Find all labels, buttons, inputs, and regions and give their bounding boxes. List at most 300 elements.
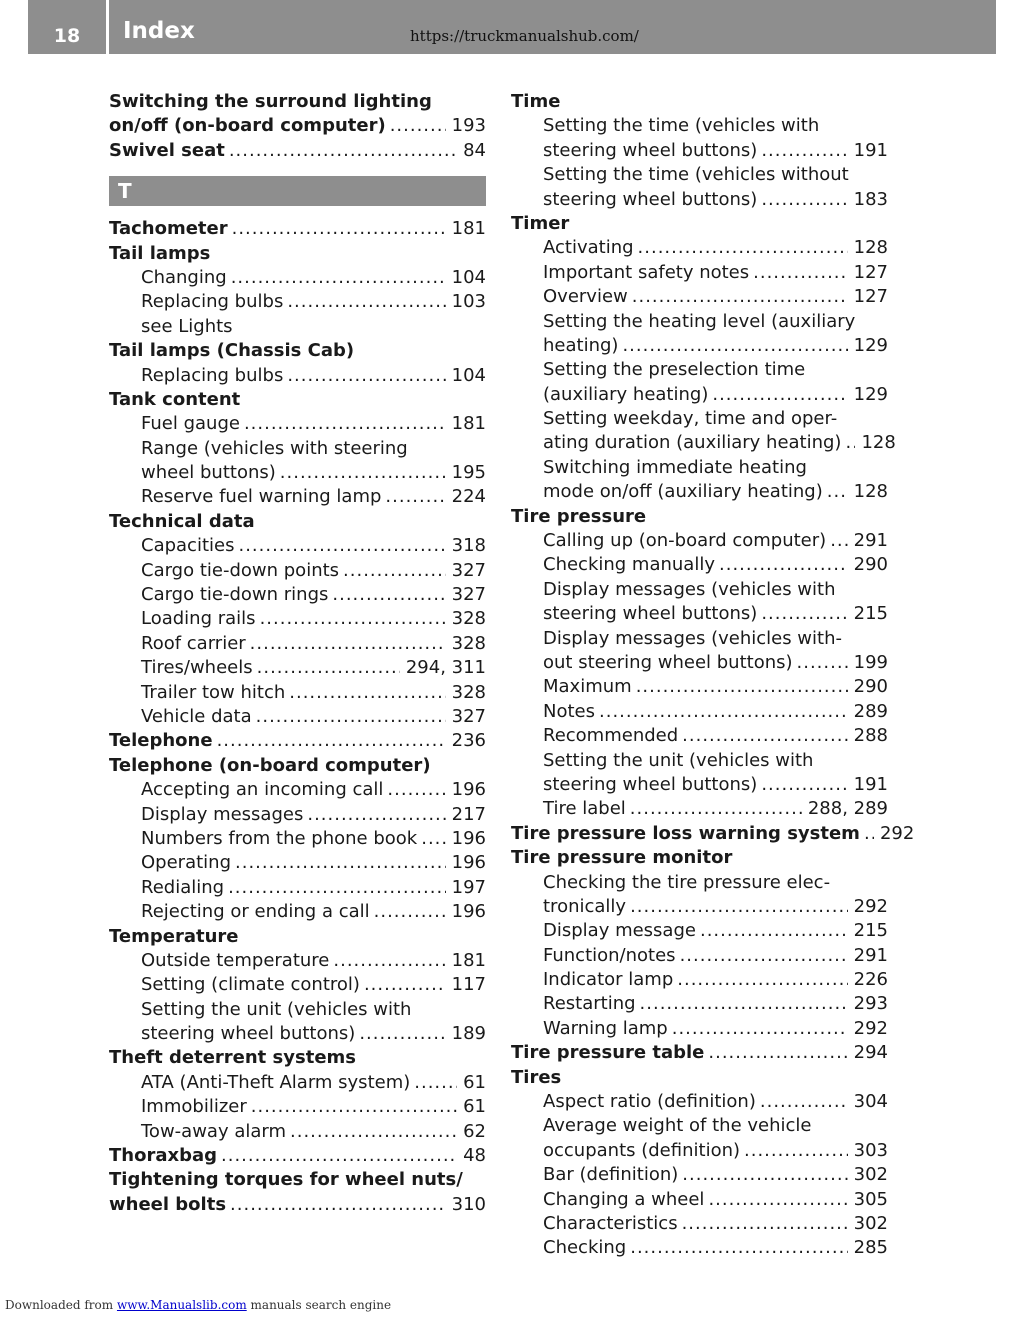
index-subentry xyxy=(511,358,888,382)
entry-label: Changing xyxy=(141,266,227,288)
entry-label: Vehicle data xyxy=(141,705,252,727)
dot-leader xyxy=(256,705,446,729)
entry-page-number: 128 xyxy=(853,481,888,503)
entry-label: tronically xyxy=(543,895,627,917)
dot-leader xyxy=(830,529,847,553)
entry-label: Important safety notes xyxy=(543,261,750,283)
left-entries xyxy=(109,217,486,1217)
entry-page-number: 328 xyxy=(451,632,486,654)
entry-heading: Temperature xyxy=(109,925,239,947)
entry-heading: Timer xyxy=(511,212,570,234)
dot-leader xyxy=(414,1071,457,1095)
index-subentry xyxy=(511,139,888,163)
entry-page-number: 183 xyxy=(853,188,888,210)
index-entry xyxy=(511,90,888,114)
index-subentry xyxy=(109,778,486,802)
entry-label: Tire label xyxy=(543,798,626,820)
entry-label: Cargo tie-down points xyxy=(141,559,340,581)
entry-label: Replacing bulbs xyxy=(141,364,284,386)
entry-page-number: 291 xyxy=(853,944,888,966)
entry-page-number: 181 xyxy=(451,413,486,435)
entry-page-number: 292 xyxy=(879,822,915,844)
entry-page-number: 302 xyxy=(853,1164,888,1186)
entry-heading: Setting the time (vehicles without xyxy=(543,164,849,186)
index-subentry xyxy=(511,968,888,992)
index-subentry xyxy=(109,998,486,1022)
index-subentry xyxy=(511,310,888,334)
index-subentry xyxy=(511,1188,888,1212)
entry-page-number: 288, 289 xyxy=(807,798,888,820)
entry-label: Thoraxbag xyxy=(109,1145,218,1167)
entry-page-number: 189 xyxy=(451,1023,486,1045)
entry-page-number: 199 xyxy=(853,651,888,673)
entry-heading: Display messages (vehicles with xyxy=(543,578,836,600)
dot-leader xyxy=(680,944,848,968)
entry-label: Telephone xyxy=(109,730,213,752)
entry-page-number: 196 xyxy=(451,852,486,874)
entry-label: Tow-away alarm xyxy=(141,1120,287,1142)
entry-page-number: 62 xyxy=(463,1120,486,1142)
entry-label: Replacing bulbs xyxy=(141,291,284,313)
index-subentry xyxy=(511,578,888,602)
index-subentry xyxy=(109,559,486,583)
dot-leader xyxy=(712,383,847,407)
dot-leader xyxy=(719,553,848,577)
index-subentry xyxy=(511,407,888,431)
dot-leader xyxy=(290,1120,457,1144)
entry-page-number: 84 xyxy=(463,139,486,161)
footer-link[interactable]: www.Manualslib.com xyxy=(116,1298,247,1312)
dot-leader xyxy=(221,1144,457,1168)
entry-label: Notes xyxy=(543,700,595,722)
index-subentry xyxy=(511,163,888,187)
entry-heading: Switching the surround lighting xyxy=(109,91,432,112)
index-entry xyxy=(511,846,888,870)
dot-leader xyxy=(238,534,445,558)
index-subentry xyxy=(511,431,896,455)
index-subentry xyxy=(109,266,486,290)
index-entry xyxy=(109,925,486,949)
dot-leader xyxy=(622,334,847,358)
index-column-left xyxy=(109,90,486,1217)
entry-heading: Tires xyxy=(511,1066,562,1088)
index-subentry xyxy=(109,583,486,607)
dot-leader xyxy=(359,1022,445,1046)
entry-page-number: 328 xyxy=(451,681,486,703)
entry-label: Immobilizer xyxy=(141,1096,247,1118)
entry-label: Reserve fuel warning lamp xyxy=(141,486,382,508)
entry-label: ating duration (auxiliary heating) xyxy=(543,432,842,454)
index-entry xyxy=(109,114,486,138)
index-entry xyxy=(109,1046,486,1070)
index-subentry xyxy=(511,773,888,797)
index-entry xyxy=(109,242,486,266)
entry-label: Restarting xyxy=(543,993,636,1015)
entry-page-number: 103 xyxy=(451,291,486,313)
index-subentry xyxy=(511,553,888,577)
index-subentry xyxy=(511,334,888,358)
entry-page-number: 294, 311 xyxy=(405,657,486,679)
index-subentry xyxy=(109,949,486,973)
entry-page-number: 293 xyxy=(853,993,888,1015)
dot-leader xyxy=(682,724,847,748)
index-subentry xyxy=(511,1017,888,1041)
index-subentry xyxy=(511,1139,888,1163)
dot-leader xyxy=(217,729,446,753)
index-entry xyxy=(109,339,486,363)
index-subentry xyxy=(511,627,888,651)
entry-heading: Setting the time (vehicles with xyxy=(543,115,820,137)
footer-prefix: Downloaded from xyxy=(5,1298,114,1312)
dot-leader xyxy=(682,1212,848,1236)
entry-label: heating) xyxy=(543,334,619,356)
entry-page-number: 196 xyxy=(451,827,486,849)
dot-leader xyxy=(421,827,445,851)
index-subentry xyxy=(109,607,486,631)
index-subentry xyxy=(109,412,486,436)
entry-label: Aspect ratio (definition) xyxy=(543,1091,756,1113)
entry-label: steering wheel buttons) xyxy=(543,139,758,161)
entry-heading: Tail lamps xyxy=(109,242,211,264)
entry-page-number: 215 xyxy=(853,920,888,942)
entry-page-number: 191 xyxy=(853,139,888,161)
dot-leader xyxy=(827,480,848,504)
entry-page-number: 224 xyxy=(451,486,486,508)
footer-suffix: manuals search engine xyxy=(250,1298,392,1312)
dot-leader xyxy=(289,681,445,705)
entry-page-number: 128 xyxy=(853,237,888,259)
index-subentry xyxy=(109,900,486,924)
entry-label: Indicator lamp xyxy=(543,969,674,991)
dot-leader xyxy=(708,1188,847,1212)
entry-label: Trailer tow hitch xyxy=(141,681,286,703)
index-subentry xyxy=(511,383,888,407)
entry-label: Display messages xyxy=(141,803,304,825)
entry-page-number: 127 xyxy=(853,286,888,308)
index-entry xyxy=(109,388,486,412)
entry-label: Swivel seat xyxy=(109,139,225,161)
entry-label: Activating xyxy=(543,237,634,259)
dot-leader xyxy=(672,1017,848,1041)
entry-heading: Display messages (vehicles with- xyxy=(543,627,842,649)
entry-label: Cargo tie-down rings xyxy=(141,584,329,606)
entry-page-number: 197 xyxy=(451,876,486,898)
entry-page-number: 117 xyxy=(451,974,486,996)
dot-leader xyxy=(390,114,446,138)
index-subentry xyxy=(511,797,888,821)
entry-page-number: 61 xyxy=(463,1096,486,1118)
index-entry xyxy=(511,505,888,529)
entry-page-number: 318 xyxy=(451,535,486,557)
entry-label: Redialing xyxy=(141,876,225,898)
index-entry xyxy=(511,212,888,236)
index-column-right xyxy=(511,90,915,1261)
index-entry xyxy=(511,1066,888,1090)
entry-page-number: 226 xyxy=(853,969,888,991)
entry-label: Checking manually xyxy=(543,554,715,576)
index-subentry xyxy=(109,290,486,314)
index-subentry xyxy=(109,1120,486,1144)
dot-leader xyxy=(760,1090,848,1114)
entry-page-number: 327 xyxy=(451,584,486,606)
entry-label: Maximum xyxy=(543,676,632,698)
entry-page-number: 289 xyxy=(853,700,888,722)
dot-leader xyxy=(744,1139,848,1163)
dot-leader xyxy=(230,1193,446,1217)
index-subentry xyxy=(109,656,486,680)
index-subentry xyxy=(511,188,888,212)
index-subentry xyxy=(511,675,888,699)
entry-label: Roof carrier xyxy=(141,632,246,654)
dot-leader xyxy=(630,797,802,821)
index-subentry xyxy=(109,876,486,900)
dot-leader xyxy=(640,992,848,1016)
dot-leader xyxy=(753,261,848,285)
dot-leader xyxy=(797,651,848,675)
entry-page-number: 304 xyxy=(853,1091,888,1113)
entry-label: Recommended xyxy=(543,725,679,747)
entry-label: Loading rails xyxy=(141,608,256,630)
entry-page-number: 291 xyxy=(853,530,888,552)
index-subentry xyxy=(511,480,888,504)
index-subentry xyxy=(109,1071,486,1095)
entry-heading: Tire pressure xyxy=(511,505,647,527)
entry-label: Bar (definition) xyxy=(543,1164,679,1186)
index-subentry xyxy=(511,700,888,724)
dot-leader xyxy=(287,364,445,388)
dot-leader xyxy=(630,1236,847,1260)
index-subentry xyxy=(109,973,486,997)
dot-leader xyxy=(700,919,848,943)
entry-label: Overview xyxy=(543,286,628,308)
entry-label: Capacities xyxy=(141,535,235,557)
entry-heading: Setting the unit (vehicles with xyxy=(543,749,814,771)
index-subentry xyxy=(511,602,888,626)
entry-label: Display message xyxy=(543,920,696,942)
dot-leader xyxy=(845,431,855,455)
page-number: 18 xyxy=(53,25,81,47)
entry-label: Operating xyxy=(141,852,231,874)
header-divider xyxy=(106,0,109,54)
entry-page-number: 129 xyxy=(853,383,888,405)
entry-label: Tires/wheels xyxy=(141,657,253,679)
index-entry xyxy=(109,754,486,778)
entry-page-number: 127 xyxy=(853,261,888,283)
entry-page-number: 128 xyxy=(861,432,896,454)
entry-page-number: 236 xyxy=(451,730,486,752)
dot-leader xyxy=(632,285,848,309)
entry-heading: Telephone (on-board computer) xyxy=(109,754,431,776)
index-entry xyxy=(109,1193,486,1217)
entry-label: Checking xyxy=(543,1237,627,1259)
index-subentry xyxy=(109,315,486,339)
dot-leader xyxy=(385,485,445,509)
entry-label: ATA (Anti-Theft Alarm system) xyxy=(141,1071,411,1093)
dot-leader xyxy=(244,412,446,436)
dot-leader xyxy=(864,822,874,846)
index-subentry xyxy=(511,285,888,309)
index-subentry xyxy=(511,529,888,553)
dot-leader xyxy=(260,607,446,631)
dot-leader xyxy=(630,895,848,919)
entry-page-number: 104 xyxy=(451,364,486,386)
index-subentry xyxy=(511,871,888,895)
dot-leader xyxy=(599,700,848,724)
entry-label: Numbers from the phone book xyxy=(141,827,418,849)
entry-label: Changing a wheel xyxy=(543,1188,705,1210)
index-subentry xyxy=(511,944,888,968)
entry-label: steering wheel buttons) xyxy=(543,773,758,795)
entry-label: out steering wheel buttons) xyxy=(543,651,793,673)
entry-heading: Setting the preselection time xyxy=(543,359,806,381)
entry-heading: Average weight of the vehicle xyxy=(543,1115,812,1137)
entry-heading: Setting the heating level (auxiliary xyxy=(543,310,856,332)
index-entry xyxy=(109,217,486,241)
entry-page-number: 302 xyxy=(853,1212,888,1234)
dot-leader xyxy=(682,1163,847,1187)
index-entry xyxy=(109,1144,486,1168)
entry-label: steering wheel buttons) xyxy=(141,1023,356,1045)
dot-leader xyxy=(251,1095,457,1119)
dot-leader xyxy=(235,851,446,875)
dot-leader xyxy=(229,139,457,163)
entry-label: (auxiliary heating) xyxy=(543,383,709,405)
index-entry xyxy=(109,139,486,163)
index-subentry xyxy=(109,827,486,851)
page-footer xyxy=(5,1298,391,1312)
index-subentry xyxy=(109,632,486,656)
dot-leader xyxy=(228,876,446,900)
dot-leader xyxy=(332,583,445,607)
dot-leader xyxy=(364,973,446,997)
entry-label: Outside temperature xyxy=(141,949,330,971)
index-entry xyxy=(511,1041,888,1065)
index-subentry xyxy=(109,705,486,729)
index-entry xyxy=(109,1168,486,1192)
dot-leader xyxy=(761,188,847,212)
entry-page-number: 290 xyxy=(853,676,888,698)
dot-leader xyxy=(374,900,446,924)
entry-label: Accepting an incoming call xyxy=(141,779,384,801)
entry-label: occupants (definition) xyxy=(543,1139,741,1161)
entry-page-number: 292 xyxy=(853,895,888,917)
entry-page-number: 191 xyxy=(853,773,888,795)
entry-page-number: 327 xyxy=(451,559,486,581)
index-subentry xyxy=(511,724,888,748)
dot-leader xyxy=(761,773,847,797)
index-subentry xyxy=(511,456,888,480)
entry-page-number: 327 xyxy=(451,705,486,727)
dot-leader xyxy=(343,559,446,583)
right-entries xyxy=(511,90,915,1261)
index-subentry xyxy=(511,1090,888,1114)
entry-heading: Tail lamps (Chassis Cab) xyxy=(109,340,355,362)
dot-leader xyxy=(708,1041,847,1065)
index-subentry xyxy=(109,534,486,558)
index-subentry xyxy=(511,1114,888,1138)
entry-page-number: 328 xyxy=(451,608,486,630)
index-subentry xyxy=(109,851,486,875)
index-subentry xyxy=(511,261,888,285)
entry-page-number: 292 xyxy=(853,1017,888,1039)
left-before-section xyxy=(109,90,486,163)
index-subentry xyxy=(109,364,486,388)
index-subentry xyxy=(109,437,486,461)
index-entry xyxy=(109,510,486,534)
entry-heading: Switching immediate heating xyxy=(543,456,807,478)
entry-page-number: 290 xyxy=(853,554,888,576)
entry-label: Fuel gauge xyxy=(141,413,240,435)
entry-label: Tire pressure loss warning system xyxy=(511,822,860,844)
entry-heading: Tire pressure monitor xyxy=(511,847,733,869)
index-entry xyxy=(109,729,486,753)
entry-page-number: 217 xyxy=(451,803,486,825)
index-subentry xyxy=(109,461,486,485)
entry-label: steering wheel buttons) xyxy=(543,603,758,625)
entry-label: Function/notes xyxy=(543,944,676,966)
dot-leader xyxy=(257,656,400,680)
entry-heading: Checking the tire pressure elec- xyxy=(543,871,831,893)
index-subentry xyxy=(511,895,888,919)
entry-page-number: 285 xyxy=(853,1237,888,1259)
entry-label: Setting (climate control) xyxy=(141,974,360,996)
index-subentry xyxy=(511,114,888,138)
entry-label: steering wheel buttons) xyxy=(543,188,758,210)
dot-leader xyxy=(232,217,446,241)
entry-page-number: 181 xyxy=(451,218,486,240)
page-header xyxy=(28,0,996,54)
entry-page-number: 195 xyxy=(451,462,486,484)
entry-label: Rejecting or ending a call xyxy=(141,901,370,923)
entry-page-number: 303 xyxy=(853,1139,888,1161)
entry-page-number: 196 xyxy=(451,901,486,923)
index-subentry xyxy=(511,749,888,773)
entry-page-number: 215 xyxy=(853,603,888,625)
dot-leader xyxy=(636,675,848,699)
entry-page-number: 61 xyxy=(463,1071,486,1093)
index-subentry xyxy=(511,1236,888,1260)
entry-label: Warning lamp xyxy=(543,1017,668,1039)
index-subentry xyxy=(109,485,486,509)
dot-leader xyxy=(761,139,847,163)
dot-leader xyxy=(231,266,446,290)
index-entry xyxy=(109,90,486,114)
entry-heading: Theft deterrent systems xyxy=(109,1047,356,1069)
entry-page-number: 294 xyxy=(853,1042,888,1064)
entry-page-number: 104 xyxy=(451,266,486,288)
entry-label: Calling up (on-board computer) xyxy=(543,530,827,552)
entry-heading: Time xyxy=(511,91,561,112)
entry-page-number: 48 xyxy=(463,1145,486,1167)
dot-leader xyxy=(761,602,847,626)
index-subentry xyxy=(511,1163,888,1187)
entry-heading: Setting weekday, time and oper- xyxy=(543,408,838,430)
index-subentry xyxy=(109,1095,486,1119)
entry-heading: Tightening torques for wheel nuts/ xyxy=(109,1169,463,1191)
entry-label: wheel bolts xyxy=(109,1193,227,1215)
entry-page-number: 193 xyxy=(451,115,486,137)
entry-heading: Range (vehicles with steering xyxy=(141,437,408,459)
entry-label: mode on/off (auxiliary heating) xyxy=(543,481,823,503)
header-url[interactable]: https://truckmanualshub.com/ xyxy=(410,27,639,45)
entry-heading: Technical data xyxy=(109,510,255,532)
entry-heading: Setting the unit (vehicles with xyxy=(141,998,412,1020)
page-title: Index xyxy=(123,18,195,44)
index-subentry xyxy=(109,1022,486,1046)
index-subentry xyxy=(511,919,888,943)
dot-leader xyxy=(250,632,446,656)
dot-leader xyxy=(333,949,445,973)
